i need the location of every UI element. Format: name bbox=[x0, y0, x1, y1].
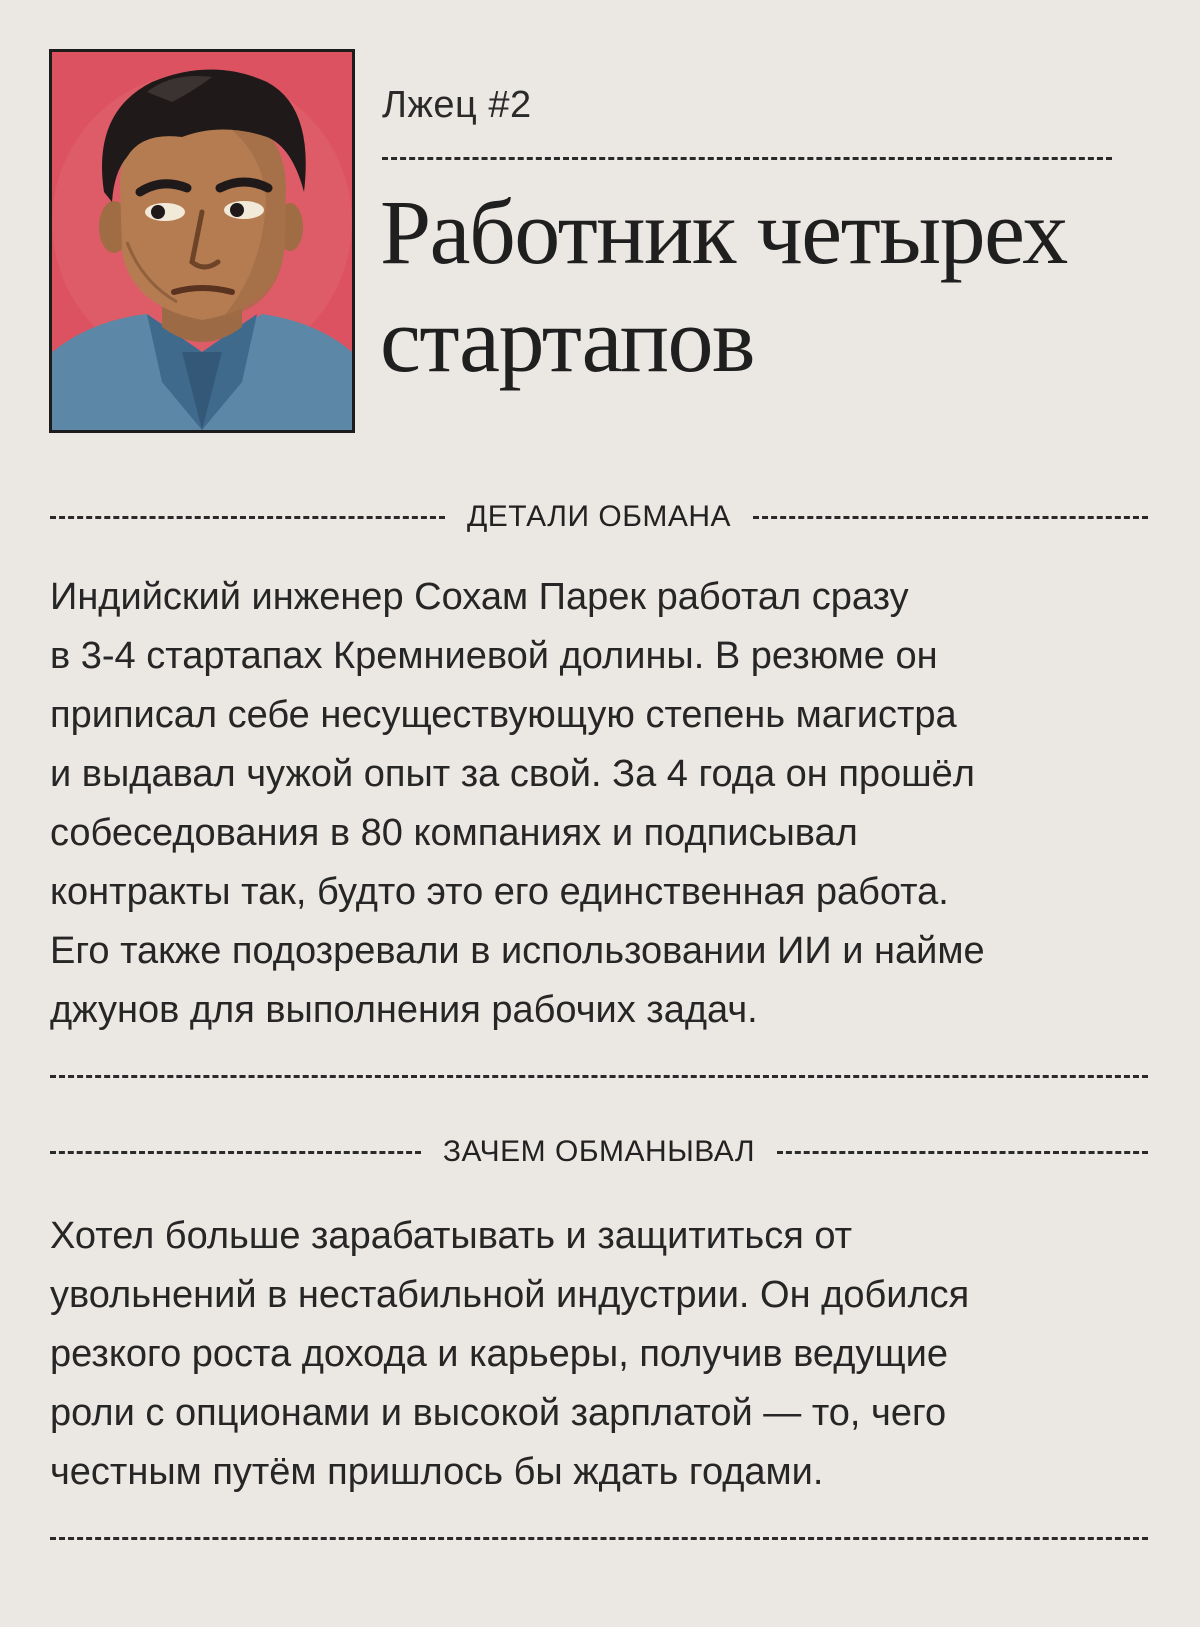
heading-dash-right bbox=[753, 516, 1148, 519]
paragraph-line: роли с опционами и высокой зарплатой — то, чего bbox=[50, 1392, 947, 1434]
paragraph-line: собеседования в 80 компаниях и подписывал bbox=[50, 812, 858, 854]
paragraph-line: контракты так, будто это его единственная работа. bbox=[50, 871, 949, 913]
issue-label: Лжец #2 bbox=[382, 84, 532, 126]
paragraph-line: приписал себе несуществующую степень магистра bbox=[50, 694, 957, 736]
paragraph-line: увольнений в нестабильной индустрии. Он добился bbox=[50, 1274, 970, 1316]
section-divider bbox=[50, 1075, 1148, 1078]
paragraph-line: в 3-4 стартапах Кремниевой долины. В резюме он bbox=[50, 635, 938, 677]
header-divider bbox=[382, 157, 1112, 160]
section-heading-details bbox=[50, 500, 1148, 534]
portrait-image bbox=[49, 49, 355, 433]
paragraph-line: Хотел больше зарабатывать и защититься от bbox=[50, 1215, 853, 1257]
paragraph-line: резкого роста дохода и карьеры, получив ведущие bbox=[50, 1333, 948, 1375]
section-heading-reason bbox=[50, 1135, 1148, 1169]
section-heading-label: ДЕТАЛИ ОБМАНА bbox=[466, 500, 732, 533]
paragraph-line: честным путём пришлось бы ждать годами. bbox=[50, 1451, 824, 1493]
heading-dash-left bbox=[50, 516, 445, 519]
page-title bbox=[380, 178, 1180, 394]
paragraph-line: джунов для выполнения рабочих задач. bbox=[50, 989, 758, 1031]
heading-dash-right bbox=[777, 1151, 1148, 1154]
section-heading-label: ЗАЧЕМ ОБМАНЫВАЛ bbox=[442, 1135, 756, 1168]
bottom-divider bbox=[50, 1537, 1148, 1540]
heading-dash-left bbox=[50, 1151, 421, 1154]
paragraph-line: и выдавал чужой опыт за свой. За 4 года он прошёл bbox=[50, 753, 975, 795]
title-line-2: стартапов bbox=[380, 289, 754, 391]
man-portrait-illustration-icon bbox=[52, 52, 352, 430]
reason-paragraph bbox=[50, 1207, 1155, 1502]
details-paragraph bbox=[50, 568, 1155, 1040]
paragraph-line: Его также подозревали в использовании ИИ и найме bbox=[50, 930, 985, 972]
paragraph-line: Индийский инженер Сохам Парек работал сразу bbox=[50, 576, 909, 618]
title-line-1: Работник четырех bbox=[380, 181, 1067, 283]
